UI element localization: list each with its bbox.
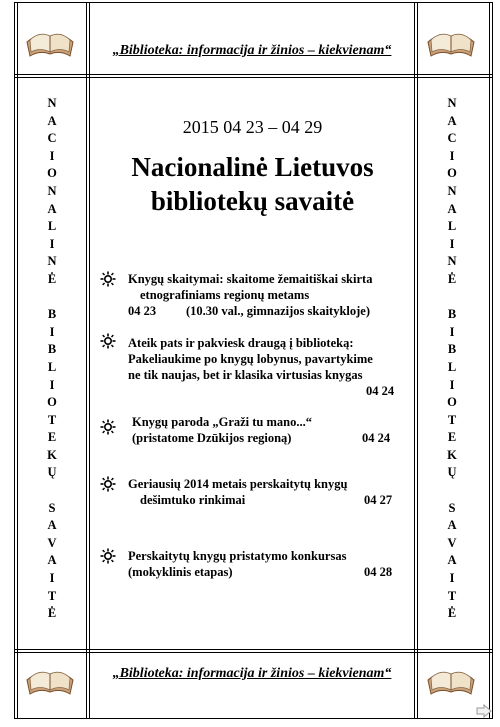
event-line: Ateik pats ir pakviesk draugą į biblioteką: [128, 336, 354, 350]
gear-bullet-icon [100, 476, 116, 492]
side-letter: N [47, 183, 57, 198]
gear-bullet-icon [100, 419, 116, 435]
side-letter: I [449, 377, 455, 392]
side-letter: S [448, 500, 456, 515]
motto-top: „Biblioteka: informacija ir žinios – kiekvienam“ [112, 43, 392, 58]
title-line-2: bibliotekų savaitė [150, 186, 355, 216]
event-line: Perskaitytų knygų pristatymo konkursas [128, 549, 347, 563]
side-letter: A [447, 113, 457, 128]
side-letter: I [449, 236, 455, 251]
side-letter: K [47, 447, 57, 462]
left-column-rule [86, 2, 87, 719]
side-letter: I [449, 571, 455, 586]
event-line: Geriausių 2014 metais perskaitytų knygų [128, 477, 348, 491]
side-letter: O [447, 395, 457, 410]
side-letter: I [49, 324, 55, 339]
side-letter: L [447, 359, 457, 374]
side-vertical-title-right [440, 95, 464, 623]
side-letter: B [47, 307, 57, 322]
event-item [100, 476, 400, 510]
open-book-icon [24, 660, 76, 700]
side-letter: N [47, 96, 57, 110]
side-letter: E [447, 430, 457, 445]
motto-bottom: „Biblioteka: informacija ir žinios – kiekvienam“ [112, 666, 392, 681]
event-line: etnografiniams regionų metams [140, 288, 310, 302]
side-letter: O [47, 166, 57, 181]
side-letter: Ė [47, 271, 57, 286]
side-letter: V [47, 535, 57, 550]
side-vertical-title-left [40, 95, 64, 623]
side-letter: B [47, 342, 57, 357]
date-range: 2015 04 23 – 04 29 [182, 117, 323, 137]
left-edge-inner-rule [17, 2, 18, 719]
side-letter: B [447, 342, 457, 357]
side-letter: N [447, 96, 457, 110]
side-letter: C [447, 131, 457, 146]
side-letter: A [447, 201, 457, 216]
side-letter: L [47, 359, 57, 374]
event-location: (10.30 val., gimnazijos skaitykloje) [186, 304, 371, 318]
event-date: 04 23 [128, 304, 157, 318]
side-letter: O [447, 166, 457, 181]
event-line: Pakeliaukime po knygų lobynus, pavartykime [128, 352, 373, 366]
side-letter: K [447, 447, 457, 462]
event-item [100, 548, 400, 582]
side-letter: Ė [447, 606, 457, 621]
side-letter: O [47, 395, 57, 410]
event-line: ne tik naujas, bet ir klasika virtusias knygas [128, 368, 363, 382]
event-date: 04 27 [364, 493, 393, 507]
event-item [100, 414, 400, 448]
right-column-rule-inner [417, 2, 418, 719]
side-letter: T [47, 588, 57, 603]
side-letter: I [49, 148, 55, 163]
side-letter: Ė [447, 271, 457, 286]
event-line: Knygų skaitymai: skaitome žemaitiškai skirta [128, 272, 373, 286]
event-item [100, 271, 400, 321]
side-letter: V [447, 535, 457, 550]
right-column-rule [414, 2, 415, 719]
event-date: 04 24 [362, 431, 391, 445]
side-letter: T [447, 412, 457, 427]
side-letter: I [449, 148, 455, 163]
title-line-1: Nacionalinė Lietuvos [131, 152, 374, 182]
side-letter: L [447, 219, 457, 234]
side-letter: S [48, 500, 56, 515]
side-letter: A [47, 553, 57, 568]
open-book-icon [425, 22, 477, 62]
side-letter: A [447, 518, 457, 533]
left-column-rule-inner [89, 2, 90, 719]
side-letter: Ė [47, 606, 57, 621]
side-letter: I [49, 571, 55, 586]
event-line: (pristatome Dzūkijos regioną) [132, 431, 292, 445]
side-letter: L [47, 219, 57, 234]
side-letter: E [47, 430, 57, 445]
event-item [100, 333, 400, 399]
side-letter: I [449, 324, 455, 339]
open-book-icon [24, 22, 76, 62]
page-title [90, 150, 415, 218]
side-letter: I [49, 377, 55, 392]
right-edge-inner-rule [489, 2, 490, 719]
gear-bullet-icon [100, 333, 116, 349]
event-line: dešimtuko rinkimai [140, 493, 246, 507]
side-letter: A [47, 201, 57, 216]
event-line: (mokyklinis etapas) [128, 565, 233, 579]
arrow-right-icon[interactable] [476, 704, 492, 718]
side-letter: C [47, 131, 57, 146]
side-letter: Ų [47, 465, 57, 480]
side-letter: A [47, 113, 57, 128]
open-book-icon [425, 660, 477, 700]
event-date: 04 28 [364, 565, 393, 579]
side-letter: T [47, 412, 57, 427]
side-letter: Ų [447, 465, 457, 480]
gear-bullet-icon [100, 548, 116, 564]
gear-bullet-icon [100, 271, 116, 287]
side-letter: I [49, 236, 55, 251]
side-letter: N [447, 183, 457, 198]
side-letter: B [447, 307, 457, 322]
side-letter: A [47, 518, 57, 533]
event-date: 04 24 [366, 384, 395, 398]
side-letter: N [47, 254, 57, 269]
side-letter: N [447, 254, 457, 269]
side-letter: T [447, 588, 457, 603]
event-line: Knygų paroda „Graži tu mano...“ [132, 415, 312, 429]
side-letter: A [447, 553, 457, 568]
